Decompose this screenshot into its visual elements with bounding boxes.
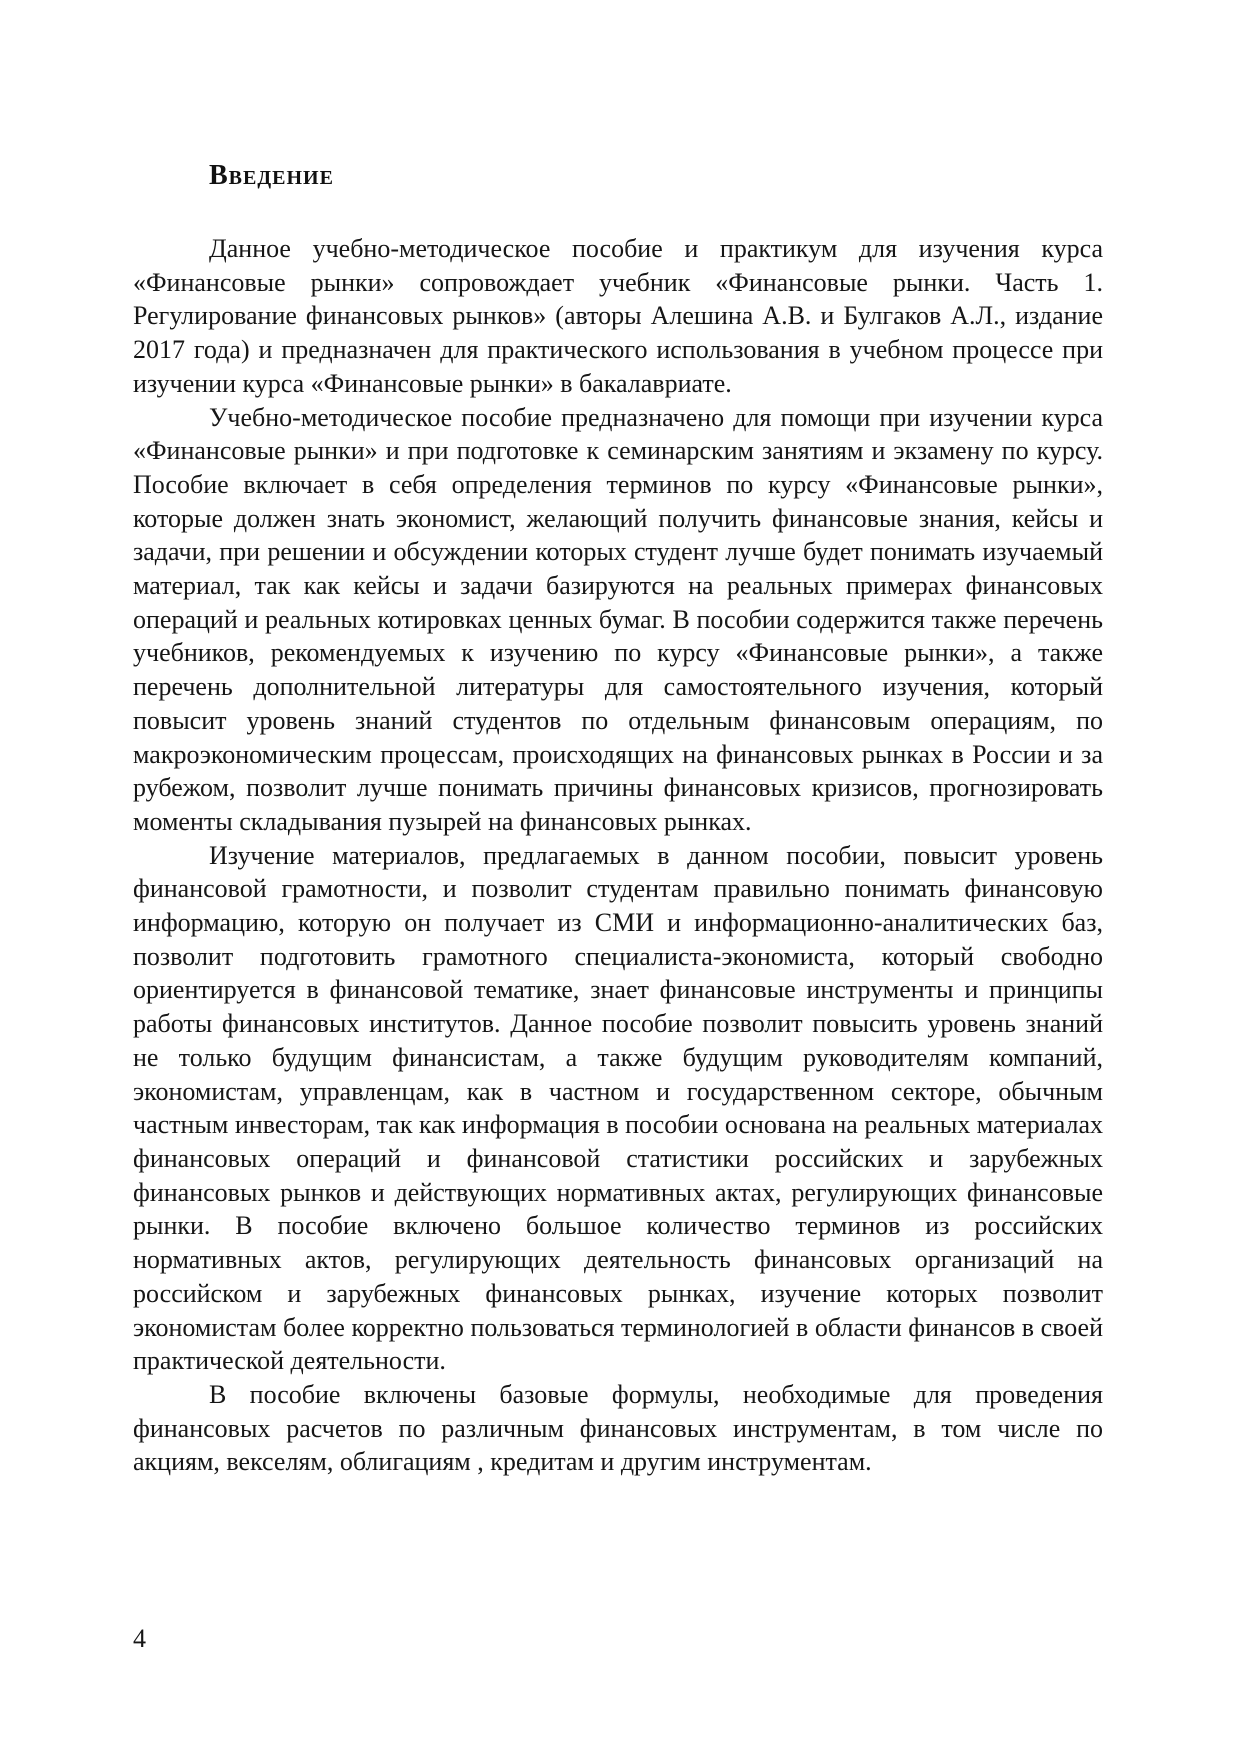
paragraph: В пособие включены базовые формулы, необходимые для проведения финансовых расчетов по различным финансовых инструментам, в том числе по акциям, векселям, облигациям , кредитам и другим инструментам. (133, 1379, 1103, 1477)
paragraph: Учебно-методическое пособие предназначено для помощи при изучении курса «Финансовые рынки» и при подготовке к семинарским занятиям и экзамену по курсу. Пособие включает в себя определения терминов по курсу «Финансовые рынки», которые должен знать экономист, желающий получить финансовые знания, кейсы и задачи, при решении и обсуждении которых студент лучше будет понимать изучаемый материал, так как кейсы и задачи базируются на реальных примерах финансовых операций и реальных котировках ценных бумаг. В пособии содержится также перечень учебников, рекомендуемых к изучению по курсу «Финансовые рынки», а также перечень дополнительной литературы для самостоятельного изучения, который повысит уровень знаний студентов по отдельным финансовым операциям, по макроэкономическим процессам, происходящих на финансовых рынках в России и за рубежом, позволит лучше понимать причины финансовых кризисов, прогнозировать моменты складывания пузырей на финансовых рынках. (133, 402, 1103, 836)
paragraph: Изучение материалов, предлагаемых в данном пособии, повысит уровень финансовой грамотности, и позволит студентам правильно понимать финансовую информацию, которую он получает из СМИ и информационно-аналитических баз, позволит подготовить грамотного специалиста-экономиста, который свободно ориентируется в финансовой тематике, знает финансовые инструменты и принципы работы финансовых институтов. Данное пособие позволит повысить уровень знаний не только будущим финансистам, а также будущим руководителям компаний, экономистам, управленцам, как в частном и государственном секторе, обычным частным инвесторам, так как информация в пособии основана на реальных материалах финансовых операций и финансовой статистики российских и зарубежных финансовых рынков и действующих нормативных актах, регулирующих финансовые рынки. В пособие включено большое количество терминов из российских нормативных актов, регулирующих деятельность финансовых организаций на российском и зарубежных финансовых рынках, изучение которых позволит экономистам более корректно пользоваться терминологией в области финансов в своей практической деятельности. (133, 840, 1103, 1376)
page-number: 4 (133, 1624, 146, 1653)
section-heading: Введение (209, 160, 334, 191)
paragraph: Данное учебно-методическое пособие и практикум для изучения курса «Финансовые рынки» сопровождает учебник «Финансовые рынки. Часть 1. Регулирование финансовых рынков» (авторы Алешина А.В. и Булгаков А.Л., издание 2017 года) и предназначен для практического использования в учебном процессе при изучении курса «Финансовые рынки» в бакалавриате. (133, 234, 1103, 398)
body-text (133, 232, 1103, 1479)
